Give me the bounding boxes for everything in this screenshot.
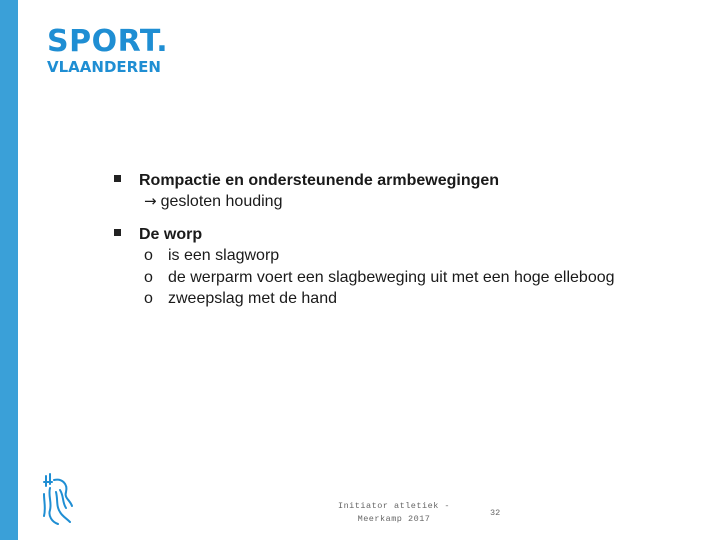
- bullet-item: [114, 170, 674, 212]
- logo-text-line2: VLAANDEREN: [47, 58, 161, 76]
- footer-note: [334, 500, 454, 526]
- square-bullet-icon: [114, 175, 121, 182]
- footer-line2: Meerkamp 2017: [357, 514, 431, 524]
- flemish-lion-logo-icon: [40, 472, 76, 528]
- page-number: 32: [490, 508, 501, 518]
- sub-item-text: zweepslag met de hand: [168, 290, 337, 307]
- footer-line1: Initiator atletiek -: [337, 501, 451, 511]
- circle-bullet-icon: o: [144, 268, 153, 286]
- bullet-title: De worp: [139, 226, 203, 243]
- continuation-text: gesloten houding: [160, 193, 283, 210]
- sub-item-text: is een slagworp: [168, 247, 280, 264]
- sport-vlaanderen-logo: [47, 24, 169, 76]
- circle-bullet-icon: o: [144, 247, 153, 264]
- right-arrow-icon: →: [144, 192, 157, 210]
- bullet-item: [114, 224, 674, 310]
- bullet-continuation: [139, 191, 674, 212]
- logo-text-line1: SPORT.: [47, 24, 169, 59]
- circle-bullet-icon: o: [144, 290, 153, 307]
- accent-bar: [0, 0, 18, 540]
- sub-item: [144, 267, 674, 289]
- sub-item: [144, 245, 674, 267]
- sub-item-text: de werparm voert een slagbeweging uit met een hoge elleboog: [168, 268, 615, 286]
- sub-item: [144, 288, 674, 310]
- bullet-title: Rompactie en ondersteunende armbewegingen: [139, 172, 500, 189]
- square-bullet-icon: [114, 229, 121, 236]
- slide-content: [114, 170, 674, 310]
